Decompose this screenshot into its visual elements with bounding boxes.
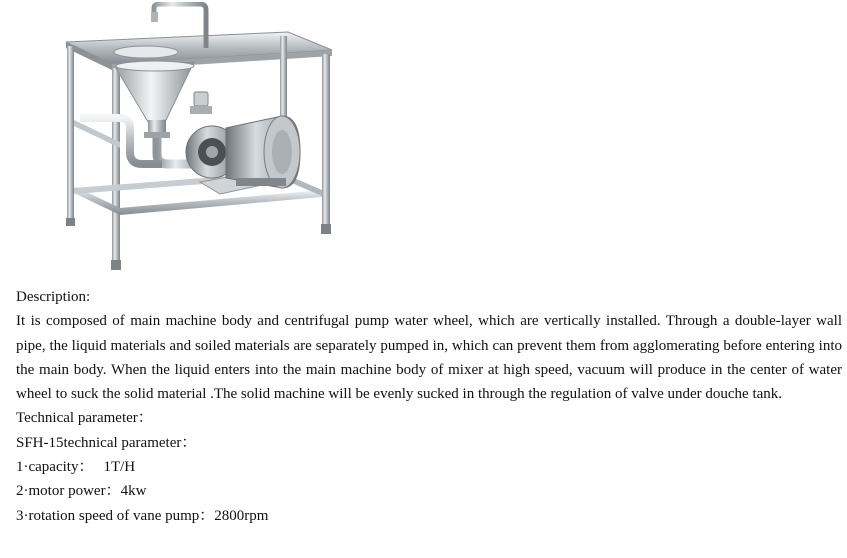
spec-capacity <box>16 455 842 479</box>
spec-value: 1T/H <box>103 459 136 476</box>
description-heading: Description: <box>16 289 91 305</box>
spec-value: 4kw <box>120 483 147 500</box>
product-text <box>16 285 842 528</box>
spec-label: 1·capacity： <box>16 459 94 476</box>
model-parameter-heading: SFH-15technical parameter： <box>16 434 197 451</box>
spec-label: 3·rotation speed of vane pump： <box>16 507 215 524</box>
technical-parameter-heading: Technical parameter： <box>16 410 153 427</box>
spec-value: 2800rpm <box>214 507 269 524</box>
mixer-machine-icon <box>50 2 350 274</box>
spec-motor-power <box>16 479 842 503</box>
spec-label: 2·motor power： <box>16 483 121 500</box>
product-photo <box>50 2 350 274</box>
spec-rotation-speed <box>16 504 842 528</box>
description-body: It is composed of main machine body and centrifugal pump water wheel, which are vertically installed. Through a double-layer wall pipe, the liquid materials and soiled materials are separately pumped in, which can prevent them from agglomerating before entering into the main body. When the liquid enters into the main machine body of mixer at high speed, vacuum will produce in the center of water wheel to suck the solid material .The solid machine will be evenly sucked in through the regulation of valve under douche tank. <box>16 313 842 403</box>
